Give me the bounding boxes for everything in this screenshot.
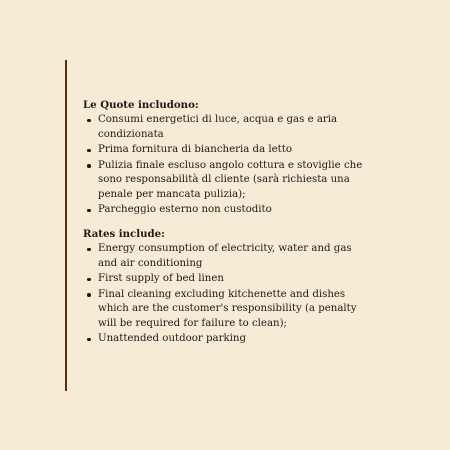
list-item: Pulizia finale escluso angolo cottura e stoviglie che sono responsabilità dl cliente (sarà richiesta una penale per mancata pulizia); [83, 159, 368, 202]
list-item: Energy consumption of electricity, water and gas and air conditioning [83, 242, 368, 271]
list-item: Consumi energetici di luce, acqua e gas e aria condizionata [83, 113, 368, 142]
list-item: Prima fornitura di biancheria da letto [83, 143, 368, 157]
list-item: Unattended outdoor parking [83, 332, 368, 346]
list-item: Final cleaning excluding kitchenette and dishes which are the customer's responsibility (a penalty will be required for failure to clean); [83, 288, 368, 331]
english-section-title: Rates include: [83, 227, 165, 240]
list-item: First supply of bed linen [83, 272, 368, 286]
list-item: Parcheggio esterno non custodito [83, 203, 368, 217]
italian-inclusions-list [83, 113, 368, 217]
vertical-accent-line [65, 60, 67, 391]
italian-section-title: Le Quote includono: [83, 99, 199, 111]
rates-info-panel [83, 98, 368, 348]
english-inclusions-list [83, 242, 368, 346]
